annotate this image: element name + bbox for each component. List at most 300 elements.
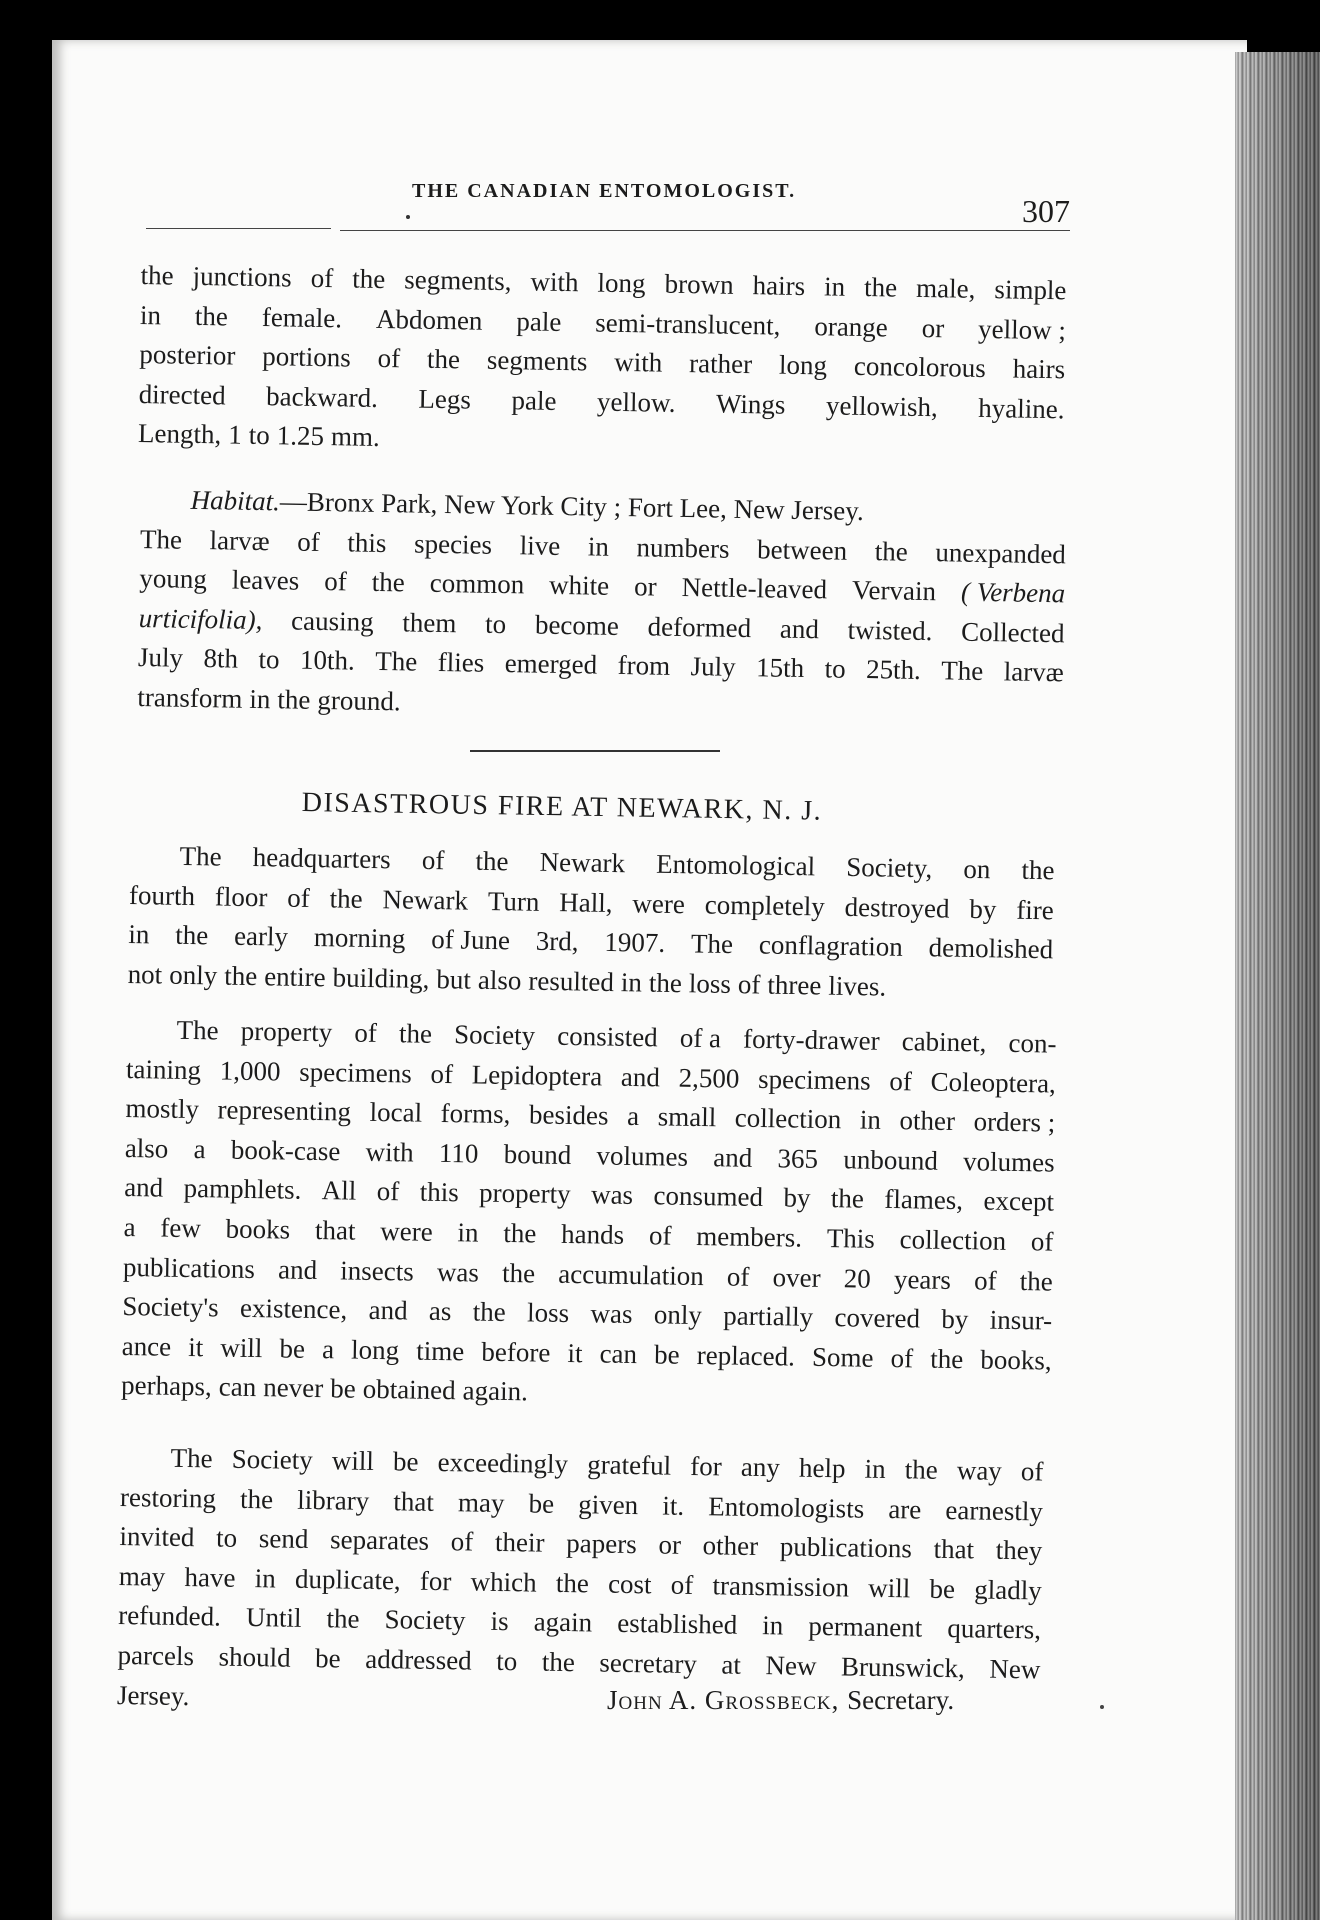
word: again: [533, 1606, 593, 1638]
word: volumes: [962, 1145, 1055, 1178]
word: backward.: [265, 380, 379, 413]
word: and: [713, 1142, 753, 1173]
word: semi-translucent,: [595, 307, 781, 341]
word: 1.25: [276, 420, 325, 452]
word: in: [139, 299, 162, 330]
word: Legs: [418, 383, 472, 415]
word: to: [824, 653, 846, 685]
word: The: [170, 1442, 213, 1474]
word: Lepidoptera: [471, 1059, 603, 1092]
word: Until: [245, 1602, 302, 1634]
word: brown: [664, 268, 734, 300]
word: separates: [329, 1524, 430, 1557]
word: refunded.: [117, 1600, 222, 1632]
section-heading: DISASTROUS FIRE AT NEWARK, N. J.: [301, 787, 823, 827]
word: the: [1019, 1265, 1054, 1297]
word: building,: [332, 962, 430, 994]
word: ( Verbena: [960, 576, 1066, 609]
word: be: [653, 1339, 680, 1370]
signature-title: Secretary.: [847, 1685, 955, 1715]
scan-border-left: [0, 0, 52, 1920]
word: hands: [560, 1218, 625, 1250]
word: transform: [137, 681, 243, 714]
word: consisted: [556, 1020, 658, 1053]
word: time: [416, 1335, 465, 1367]
word: All: [321, 1175, 357, 1206]
word: of: [726, 1261, 750, 1292]
word: that: [933, 1533, 975, 1565]
word: the: [1021, 854, 1055, 886]
word: Turn: [487, 885, 540, 917]
word: 20: [843, 1262, 872, 1294]
word: in: [762, 1610, 784, 1641]
word: by: [941, 1303, 969, 1335]
word: to: [258, 644, 280, 675]
word: orders ;: [973, 1106, 1056, 1138]
word: be: [392, 1446, 419, 1477]
habitat-label: Habitat.: [190, 484, 281, 517]
word: young: [139, 563, 208, 595]
word: July: [137, 642, 184, 674]
word: be: [929, 1573, 956, 1604]
word: of: [973, 1264, 997, 1296]
word: also: [124, 1132, 169, 1164]
word: papers: [566, 1528, 637, 1560]
word: ance: [121, 1330, 172, 1362]
word: demolished: [928, 932, 1054, 965]
word: floor: [214, 881, 268, 912]
word: Jersey.: [116, 1679, 190, 1711]
word: of: [287, 882, 311, 913]
word: the: [904, 1454, 938, 1485]
word: the: [863, 271, 898, 303]
word: Vervain: [851, 574, 937, 607]
word: parcels: [117, 1639, 195, 1672]
word: unbound: [843, 1144, 939, 1176]
word: should: [218, 1641, 291, 1673]
word: conflagration: [758, 929, 904, 963]
word: also: [477, 964, 522, 996]
word: hairs: [752, 270, 806, 302]
word: the: [140, 259, 174, 291]
word: of: [1030, 1226, 1054, 1257]
word: restoring: [119, 1481, 217, 1514]
word: and: [277, 1253, 318, 1285]
word: given: [577, 1488, 639, 1520]
word: live: [519, 529, 561, 561]
word: in: [620, 966, 643, 998]
word: may: [118, 1560, 166, 1592]
word: in: [254, 1562, 277, 1594]
word: segments: [486, 344, 588, 377]
word: the: [930, 1343, 964, 1374]
word: again.: [462, 1375, 529, 1407]
word: secretary: [599, 1647, 698, 1680]
word: with: [530, 266, 579, 298]
word: resulted: [528, 965, 615, 997]
word: the: [472, 1296, 507, 1328]
word: mm.: [330, 421, 381, 453]
word: of: [737, 968, 761, 1000]
word: The: [690, 928, 734, 960]
word: that: [393, 1485, 435, 1517]
word: cost: [607, 1568, 652, 1600]
word: con-: [1008, 1027, 1057, 1059]
word: established: [617, 1608, 738, 1641]
word: or: [658, 1529, 682, 1560]
word: insur-: [989, 1304, 1053, 1336]
word: pamphlets.: [183, 1173, 302, 1206]
word: way: [956, 1455, 1003, 1486]
word: become: [534, 609, 620, 641]
word: on: [963, 853, 991, 885]
running-head: THE CANADIAN ENTOMOLOGIST.: [412, 180, 797, 202]
word: the: [194, 300, 229, 332]
word: over: [772, 1261, 821, 1293]
word: 2,500: [678, 1062, 740, 1094]
word: book-case: [230, 1134, 341, 1167]
word: long: [597, 267, 646, 299]
word: twisted.: [847, 614, 933, 646]
word: covered: [834, 1302, 921, 1334]
word: 8th: [203, 643, 239, 675]
word: a: [193, 1133, 206, 1165]
word: The: [176, 1014, 219, 1046]
word: will: [220, 1332, 263, 1363]
word: earnestly: [945, 1494, 1044, 1527]
word: is: [490, 1606, 509, 1637]
word: directed: [138, 378, 226, 411]
word: was: [590, 1179, 634, 1211]
word: publications: [779, 1531, 913, 1564]
word: consumed: [653, 1180, 764, 1213]
word: pale: [516, 305, 562, 337]
word: the: [541, 1646, 576, 1678]
word: besides: [528, 1099, 609, 1131]
word: the: [398, 1018, 433, 1049]
word: taining: [125, 1053, 202, 1085]
word: a: [321, 1333, 335, 1365]
stray-mark: [1100, 1705, 1104, 1709]
word: property: [240, 1015, 333, 1048]
word: property: [478, 1177, 571, 1210]
word: in: [128, 919, 150, 950]
word: not: [127, 958, 163, 990]
word: urticifolia),: [138, 602, 263, 635]
word: be: [528, 1488, 555, 1519]
word: members.: [696, 1220, 803, 1253]
word: Hall,: [559, 886, 613, 918]
word: the: [874, 535, 908, 567]
word: morning: [313, 922, 406, 954]
word: Some: [811, 1341, 874, 1373]
word: gladly: [973, 1574, 1042, 1606]
word: segments,: [404, 264, 512, 297]
word: Entomologists: [707, 1490, 865, 1524]
word: larvæ: [1003, 656, 1065, 688]
word: have: [184, 1561, 236, 1593]
word: Newark: [539, 846, 626, 879]
word: other: [702, 1530, 759, 1562]
word: was: [590, 1298, 633, 1330]
word: be: [314, 1643, 341, 1674]
header-rule-right: [340, 230, 1070, 231]
word: yellowish,: [825, 390, 939, 423]
word: with: [365, 1136, 414, 1168]
word: obtained: [362, 1374, 456, 1406]
word: grateful: [586, 1449, 672, 1481]
word: posterior: [139, 339, 236, 371]
word: that: [314, 1214, 356, 1246]
word: causing: [290, 605, 374, 637]
word: be: [329, 1373, 356, 1404]
word: of: [889, 1065, 913, 1096]
word: 1907.: [604, 927, 666, 959]
word: local: [369, 1097, 423, 1128]
word: the: [830, 1183, 865, 1214]
word: The: [139, 523, 183, 555]
word: New: [989, 1653, 1041, 1685]
word: only: [168, 959, 218, 991]
word: flies: [437, 647, 485, 679]
signature: [607, 1685, 954, 1716]
word: Coleoptera,: [930, 1066, 1057, 1099]
word: can: [599, 1338, 638, 1369]
word: in: [859, 1104, 882, 1136]
word: at: [721, 1649, 742, 1680]
word: except: [983, 1185, 1055, 1217]
word: Society's: [122, 1291, 219, 1323]
word: species: [413, 528, 493, 560]
word: female.: [261, 301, 343, 333]
word: of: [354, 1017, 378, 1048]
word: it.: [662, 1490, 685, 1521]
word: 3rd,: [535, 925, 579, 957]
word: or: [921, 312, 945, 343]
larvae-lines: [137, 520, 1066, 733]
word: from: [617, 650, 671, 682]
word: in: [823, 271, 846, 302]
word: loss: [526, 1297, 570, 1329]
word: destroyed: [844, 891, 950, 924]
word: Wings: [715, 388, 786, 420]
word: three: [767, 969, 822, 1001]
word: before: [481, 1336, 551, 1368]
word: or: [633, 571, 657, 602]
word: of: [310, 262, 334, 294]
word: loss: [688, 968, 732, 999]
word: of June: [431, 924, 511, 956]
paragraph-property: [121, 1010, 1057, 1420]
word: of: [376, 1176, 400, 1207]
word: numbers: [636, 531, 730, 564]
word: volumes: [596, 1140, 689, 1172]
word: 1: [228, 419, 243, 451]
word: Society: [384, 1604, 466, 1636]
word: pale: [511, 384, 557, 416]
word: early: [233, 920, 289, 952]
word: leaves: [231, 564, 300, 596]
word: of: [1020, 1456, 1044, 1487]
word: long: [350, 1334, 400, 1366]
word: which: [470, 1566, 537, 1598]
word: and: [620, 1061, 661, 1092]
word: of: [450, 1526, 474, 1557]
word: may: [457, 1486, 505, 1518]
word: bound: [503, 1138, 572, 1170]
word: The: [179, 840, 222, 872]
word: duplicate,: [294, 1563, 401, 1596]
word: the: [555, 1567, 590, 1599]
word: accumulation: [558, 1258, 704, 1291]
word: of: [670, 1569, 694, 1600]
word: 110: [438, 1137, 479, 1169]
word: of: [430, 1058, 454, 1089]
word: white: [548, 569, 610, 601]
page-edges-shade: [1235, 52, 1320, 1920]
word: the: [223, 960, 258, 991]
word: forms,: [440, 1098, 511, 1130]
word: publications: [122, 1251, 256, 1284]
word: will: [868, 1572, 911, 1604]
word: specimens: [299, 1056, 413, 1089]
word: yellow ;: [977, 313, 1067, 345]
word: this: [419, 1176, 459, 1208]
word: the: [371, 567, 406, 598]
word: books: [225, 1213, 291, 1245]
word: a: [626, 1101, 640, 1132]
word: this: [347, 527, 387, 558]
paragraph-description: [138, 256, 1067, 469]
word: larvæ: [209, 524, 270, 556]
word: rather: [688, 348, 753, 380]
word: never: [263, 1372, 324, 1404]
word: and: [123, 1172, 164, 1203]
word: transmission: [712, 1570, 850, 1603]
word: can: [218, 1371, 257, 1403]
word: fire: [1016, 894, 1055, 925]
word: the: [648, 967, 683, 998]
word: the: [501, 1257, 536, 1289]
word: July: [690, 651, 736, 683]
word: for: [690, 1450, 722, 1482]
word: help: [798, 1452, 846, 1484]
word: years: [893, 1263, 952, 1295]
word: perhaps,: [120, 1370, 213, 1402]
word: in: [864, 1453, 886, 1485]
word: yellow.: [596, 386, 676, 418]
word: junctions: [192, 260, 292, 293]
word: was: [436, 1256, 480, 1288]
word: to: [248, 420, 271, 451]
word: the: [239, 1483, 274, 1514]
word: fourth: [128, 879, 196, 911]
word: Abdomen: [375, 303, 483, 336]
word: of: [890, 1342, 914, 1374]
word: partially: [723, 1300, 814, 1332]
word: permanent: [808, 1611, 923, 1643]
word: cabinet,: [901, 1026, 987, 1058]
word: long: [778, 349, 828, 381]
word: collection: [734, 1102, 842, 1135]
word: Length,: [137, 418, 222, 450]
word: the: [326, 1603, 360, 1635]
word: lives.: [828, 970, 887, 1002]
word: library: [297, 1484, 370, 1516]
word: Society,: [846, 851, 933, 884]
word: it: [188, 1331, 204, 1362]
page-number: 307: [1022, 193, 1070, 229]
word: in: [249, 683, 271, 715]
word: New: [765, 1650, 817, 1681]
word: specimens: [757, 1063, 871, 1096]
word: and: [779, 613, 820, 645]
word: it: [567, 1337, 583, 1368]
word: addressed: [365, 1643, 472, 1676]
word: emerged: [504, 648, 598, 680]
word: completely: [704, 889, 825, 922]
word: in: [457, 1217, 479, 1248]
word: portions: [261, 341, 351, 373]
word: were: [632, 887, 686, 919]
word: their: [494, 1527, 545, 1558]
word: hairs: [1012, 353, 1066, 385]
word: will: [331, 1445, 375, 1476]
word: Brunswick,: [840, 1651, 966, 1684]
word: them: [402, 607, 457, 639]
word: with: [614, 347, 663, 378]
word: The: [941, 655, 984, 687]
word: 365: [777, 1143, 819, 1174]
section-separator: [470, 750, 720, 752]
word: the: [352, 263, 386, 295]
word: they: [995, 1534, 1043, 1566]
signature-name: John A. Grossbeck,: [607, 1685, 840, 1715]
scan-border-top: [0, 0, 1320, 42]
word: ground.: [317, 684, 401, 717]
word: of a: [679, 1022, 722, 1054]
word: by: [969, 893, 997, 924]
word: Society: [231, 1443, 314, 1476]
word: only: [653, 1299, 703, 1331]
word: replaced.: [696, 1339, 796, 1372]
word: and: [368, 1294, 408, 1326]
word: of: [421, 844, 445, 876]
word: send: [258, 1523, 309, 1555]
word: the: [174, 919, 209, 951]
word: of: [648, 1220, 672, 1251]
word: to: [484, 608, 507, 639]
word: The: [375, 646, 418, 677]
paragraph-habitat: [137, 480, 1067, 733]
word: the: [277, 684, 311, 715]
word: entire: [263, 961, 326, 993]
header-rule-left: [146, 228, 331, 229]
word: to: [215, 1522, 238, 1554]
word: 1,000: [219, 1055, 281, 1087]
word: This: [826, 1222, 876, 1254]
word: of: [377, 343, 401, 374]
word: the: [475, 845, 509, 877]
word: unexpanded: [935, 536, 1067, 569]
word: forty-drawer: [742, 1023, 880, 1056]
header-dot: [406, 215, 410, 219]
word: between: [756, 533, 848, 566]
paragraph-fire-intro: [127, 836, 1054, 1010]
word: Collected: [960, 616, 1065, 649]
word: Entomological: [655, 848, 816, 882]
word: be: [279, 1333, 306, 1364]
